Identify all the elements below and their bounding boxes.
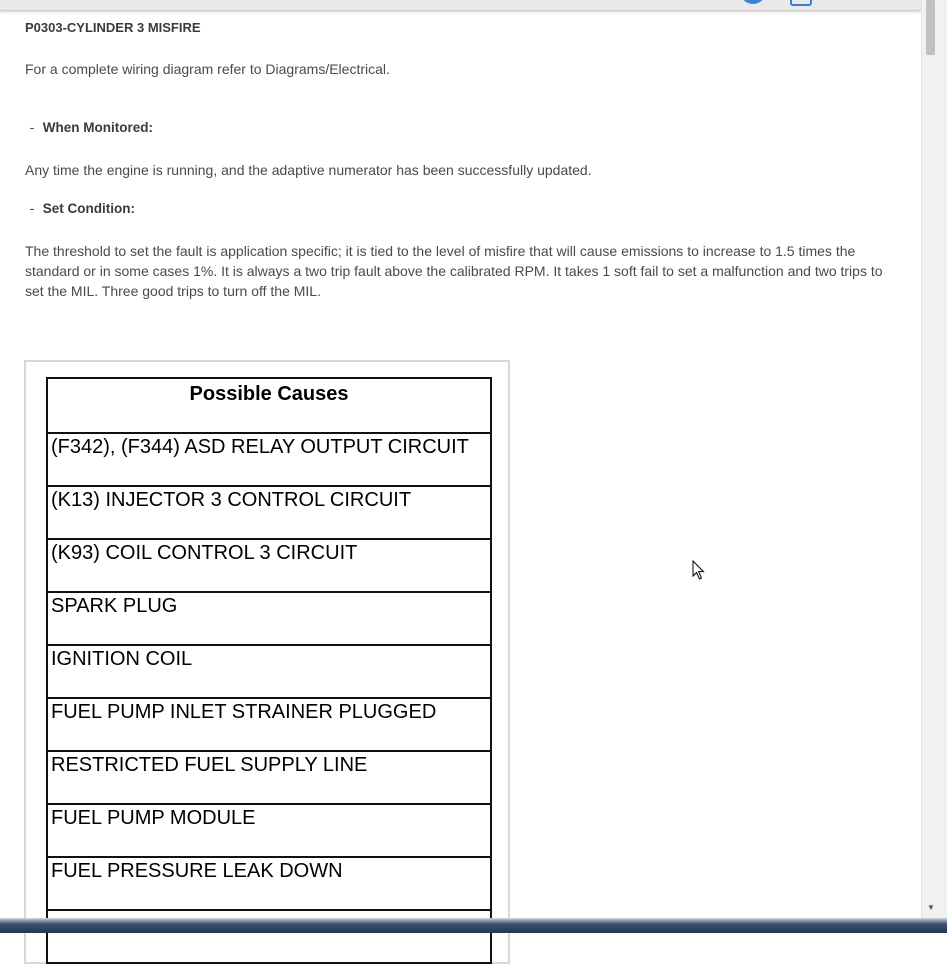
page-title: P0303-CYLINDER 3 MISFIRE xyxy=(25,20,201,35)
table-row xyxy=(47,751,491,804)
scroll-down-arrow-icon[interactable]: ▼ xyxy=(927,903,935,912)
table-row xyxy=(47,645,491,698)
heading-label: Set Condition: xyxy=(42,201,135,216)
cause-cell: (K93) COIL CONTROL 3 CIRCUIT xyxy=(47,539,491,592)
cause-cell: RESTRICTED FUEL SUPPLY LINE xyxy=(47,751,491,804)
heading-label: When Monitored: xyxy=(42,120,153,135)
table-row xyxy=(47,698,491,751)
table-header-row xyxy=(47,378,491,433)
table-row xyxy=(47,539,491,592)
document-icon[interactable] xyxy=(790,0,812,6)
taskbar-edge xyxy=(0,918,947,933)
cause-cell: FUEL PUMP MODULE xyxy=(47,804,491,857)
bullet-dash: - xyxy=(29,201,35,216)
cause-cell: SPARK PLUG xyxy=(47,592,491,645)
possible-causes-figure xyxy=(24,360,510,964)
cause-cell: (K13) INJECTOR 3 CONTROL CIRCUIT xyxy=(47,486,491,539)
set-condition-text: The threshold to set the fault is application specific; it is tied to the level of misfire that will cause emissions to increase to 1.5 times the standard or in some cases 1%. It is always a two trip fault above the calibrated RPM. It takes 1 soft fail to set a malfunction and two trips to set the MIL. Three good trips to turn off the MIL. xyxy=(25,243,883,299)
cause-cell: FUEL PUMP INLET STRAINER PLUGGED xyxy=(47,698,491,751)
set-condition-heading xyxy=(25,201,135,216)
user-circle-icon[interactable] xyxy=(740,0,766,4)
when-monitored-text: Any time the engine is running, and the adaptive numerator has been successfully updated. xyxy=(25,162,592,178)
wiring-note: For a complete wiring diagram refer to Diagrams/Electrical. xyxy=(25,61,390,77)
mouse-pointer-icon xyxy=(692,560,706,580)
bullet-dash: - xyxy=(29,120,35,135)
table-row xyxy=(47,433,491,486)
when-monitored-heading xyxy=(25,120,153,135)
cause-cell: FUEL PRESSURE LEAK DOWN xyxy=(47,857,491,910)
top-toolbar xyxy=(0,0,921,11)
cause-cell: (F342), (F344) ASD RELAY OUTPUT CIRCUIT xyxy=(47,433,491,486)
scrollbar-thumb[interactable] xyxy=(926,0,935,55)
table-header: Possible Causes xyxy=(47,378,491,433)
table-row xyxy=(47,857,491,910)
vertical-scrollbar[interactable] xyxy=(921,0,947,920)
possible-causes-table xyxy=(46,377,492,964)
table-row xyxy=(47,486,491,539)
cause-cell: IGNITION COIL xyxy=(47,645,491,698)
table-row xyxy=(47,592,491,645)
table-row xyxy=(47,804,491,857)
